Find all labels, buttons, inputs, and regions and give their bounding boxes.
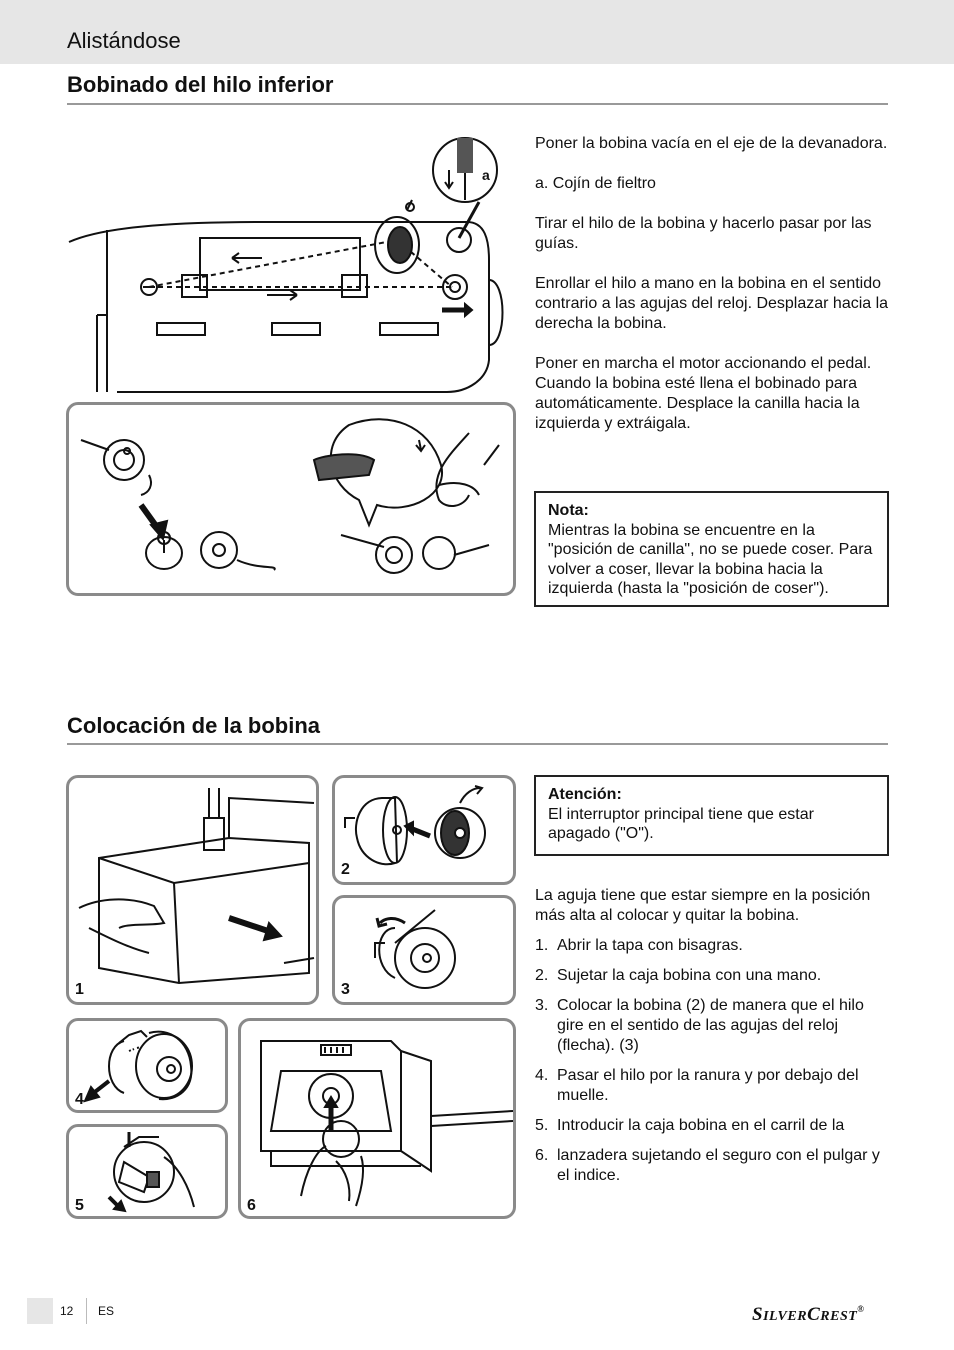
colocacion-instructions bbox=[535, 886, 887, 1196]
illustration-panel-1 bbox=[66, 775, 319, 1005]
panel-number: 6 bbox=[247, 1197, 256, 1214]
section-title-colocacion: Colocación de la bobina bbox=[67, 713, 321, 738]
bobbin-winding-panel bbox=[66, 402, 516, 596]
panel-number: 2 bbox=[341, 861, 350, 878]
label-a: a bbox=[482, 167, 490, 183]
page-number: 12 bbox=[60, 1304, 74, 1318]
note-title: Nota: bbox=[548, 502, 589, 519]
bobbin-winding-illustration bbox=[67, 130, 517, 395]
attention-text: El interruptor principal tiene que estar apagado ("O"). bbox=[548, 805, 814, 842]
list-item: 5. Introducir la caja bobina en el carril de la bbox=[535, 1117, 845, 1134]
section-rule bbox=[67, 103, 888, 105]
list-item: 1. Abrir la tapa con bisagras. bbox=[535, 937, 743, 954]
attention-box bbox=[534, 775, 889, 856]
chapter-title: Alistándose bbox=[67, 28, 181, 53]
bobinado-instructions bbox=[535, 134, 895, 454]
brand-logo: SILVERCREST® bbox=[752, 1304, 865, 1325]
footer-divider bbox=[86, 1298, 87, 1324]
illustration-panel-4 bbox=[66, 1018, 228, 1113]
language-code: ES bbox=[98, 1304, 115, 1318]
panel-number: 3 bbox=[341, 981, 350, 998]
note-text: Mientras la bobina se encuentre en la "posición de canilla", no se puede coser. Para volver a coser, llevar la bobina hacia la izquierda (hasta la "posición de coser"). bbox=[548, 521, 873, 597]
section-rule bbox=[67, 743, 888, 745]
intro-paragraph: La aguja tiene que estar siempre en la posición más alta al colocar y quitar la bobina. bbox=[535, 887, 871, 924]
panel-number: 1 bbox=[75, 981, 84, 998]
list-item: 3. Colocar la bobina (2) de manera que el hilo gire en el sentido de las agujas del reloj (flecha). (3) bbox=[535, 997, 864, 1054]
instruction-paragraph: Poner la bobina vacía en el eje de la devanadora. bbox=[535, 135, 888, 152]
instruction-paragraph: a. Cojín de fieltro bbox=[535, 175, 656, 192]
panel-number: 5 bbox=[75, 1197, 84, 1214]
list-item: 6. lanzadera sujetando el seguro con el pulgar y el indice. bbox=[535, 1147, 880, 1184]
note-box bbox=[534, 491, 889, 607]
list-item: 2. Sujetar la caja bobina con una mano. bbox=[535, 967, 822, 984]
illustration-panel-2 bbox=[332, 775, 516, 885]
panel-number: 4 bbox=[75, 1091, 84, 1108]
section-title-bobinado: Bobinado del hilo inferior bbox=[67, 72, 334, 97]
instruction-paragraph: Enrollar el hilo a mano en la bobina en el sentido contrario a las agujas del reloj. Desplazar hacia la derecha la bobina. bbox=[535, 275, 889, 332]
list-item: 4. Pasar el hilo por la ranura y por debajo del muelle. bbox=[535, 1067, 859, 1104]
instruction-paragraph: Tirar el hilo de la bobina y hacerlo pasar por las guías. bbox=[535, 215, 872, 252]
steps-list bbox=[535, 936, 887, 1186]
instruction-paragraph: Poner en marcha el motor accionando el pedal. Cuando la bobina esté llena el bobinado para automáticamente. Desplace la canilla hacia la izquierda y extráigala. bbox=[535, 355, 872, 432]
illustration-panel-3 bbox=[332, 895, 516, 1005]
footer-marker bbox=[27, 1298, 53, 1324]
illustration-panel-5 bbox=[66, 1124, 228, 1219]
illustration-panel-6 bbox=[238, 1018, 516, 1219]
attention-title: Atención: bbox=[548, 786, 622, 803]
